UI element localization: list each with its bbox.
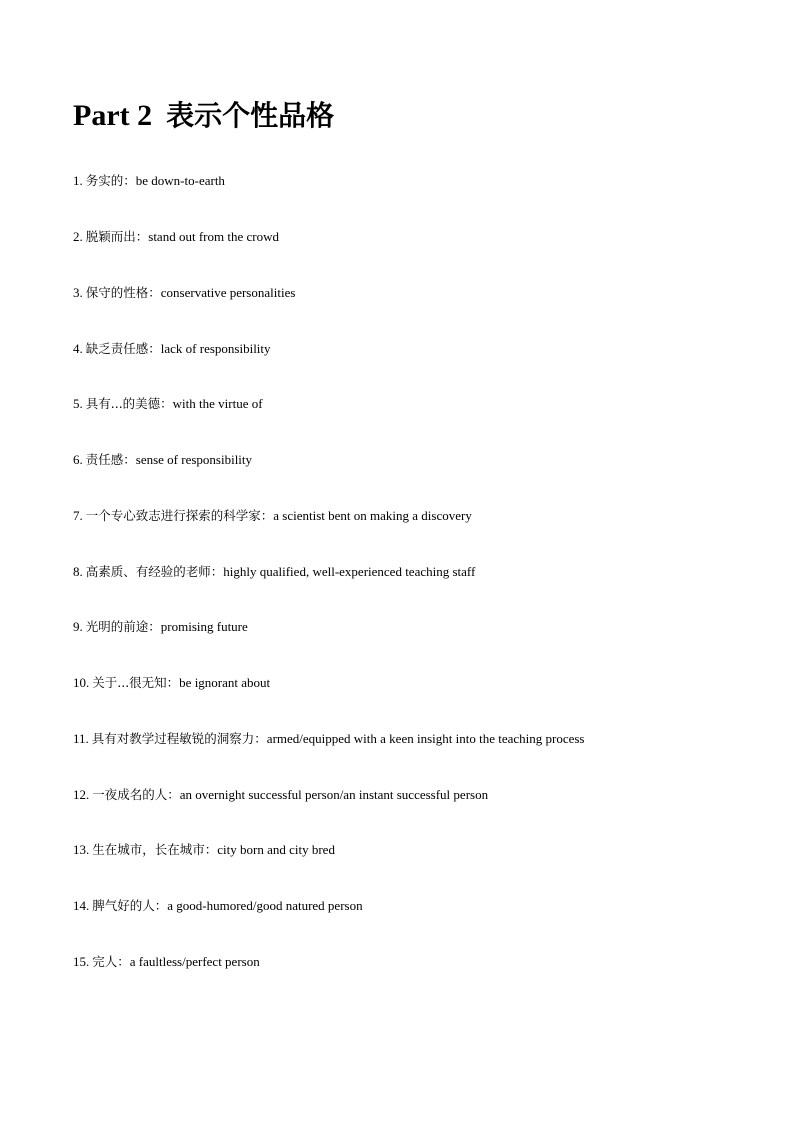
item-chinese: 关于...很无知： — [92, 675, 180, 690]
item-english: a faultless/perfect person — [129, 954, 260, 969]
item-chinese: 具有对教学过程敏锐的洞察力： — [91, 731, 267, 746]
list-item — [73, 226, 279, 248]
item-english: a scientist bent on making a discovery — [273, 508, 472, 523]
list-item — [73, 616, 248, 638]
list-item — [73, 282, 295, 304]
item-number: 12. — [73, 787, 90, 802]
title-chinese: 表示个性品格 — [166, 99, 335, 132]
item-chinese: 具有...的美德： — [85, 396, 173, 411]
item-english: stand out from the crowd — [148, 229, 279, 244]
item-number: 2. — [73, 229, 83, 244]
item-english: conservative personalities — [160, 285, 296, 300]
item-chinese: 脱颖而出： — [85, 229, 149, 244]
item-number: 5. — [73, 396, 83, 411]
list-item — [73, 393, 263, 415]
item-number: 4. — [73, 341, 83, 356]
item-number: 10. — [73, 675, 90, 690]
item-chinese: 缺乏责任感： — [85, 341, 161, 356]
item-number: 3. — [73, 285, 83, 300]
item-english: sense of responsibility — [135, 452, 253, 467]
page-title — [73, 94, 334, 138]
list-item — [73, 728, 584, 750]
title-part-label: Part 2 — [73, 99, 153, 132]
item-number: 6. — [73, 452, 83, 467]
item-chinese: 责任感： — [85, 452, 136, 467]
item-chinese: 一夜成名的人： — [92, 787, 180, 802]
item-english: lack of responsibility — [160, 341, 271, 356]
item-number: 14. — [73, 898, 90, 913]
item-number: 13. — [73, 842, 90, 857]
item-number: 15. — [73, 954, 90, 969]
item-number: 11. — [73, 731, 89, 746]
item-english: highly qualified, well-experienced teaching staff — [223, 564, 476, 579]
list-item — [73, 338, 271, 360]
item-chinese: 保守的性格： — [85, 285, 161, 300]
item-english: be down-to-earth — [135, 173, 225, 188]
list-item — [73, 895, 363, 917]
item-english: with the virtue of — [172, 396, 263, 411]
item-english: an overnight successful person/an instant successful person — [179, 787, 489, 802]
list-item — [73, 839, 335, 861]
list-item — [73, 951, 260, 973]
item-english: be ignorant about — [179, 675, 271, 690]
list-item — [73, 784, 488, 806]
item-english: promising future — [160, 619, 248, 634]
item-number: 8. — [73, 564, 83, 579]
item-chinese: 生在城市，长在城市： — [92, 842, 218, 857]
item-chinese: 完人： — [92, 954, 130, 969]
item-chinese: 脾气好的人： — [92, 898, 168, 913]
item-chinese: 一个专心致志进行探索的科学家： — [85, 508, 274, 523]
list-item — [73, 505, 472, 527]
list-item — [73, 561, 475, 583]
item-number: 9. — [73, 619, 83, 634]
list-item — [73, 170, 225, 192]
item-english: armed/equipped with a keen insight into the teaching process — [266, 731, 585, 746]
item-chinese: 务实的： — [85, 173, 136, 188]
item-number: 7. — [73, 508, 83, 523]
item-chinese: 高素质、有经验的老师： — [85, 564, 224, 579]
list-item — [73, 449, 252, 471]
list-item — [73, 672, 270, 694]
item-english: a good-humored/good natured person — [167, 898, 363, 913]
item-english: city born and city bred — [217, 842, 335, 857]
item-chinese: 光明的前途： — [85, 619, 161, 634]
item-number: 1. — [73, 173, 83, 188]
